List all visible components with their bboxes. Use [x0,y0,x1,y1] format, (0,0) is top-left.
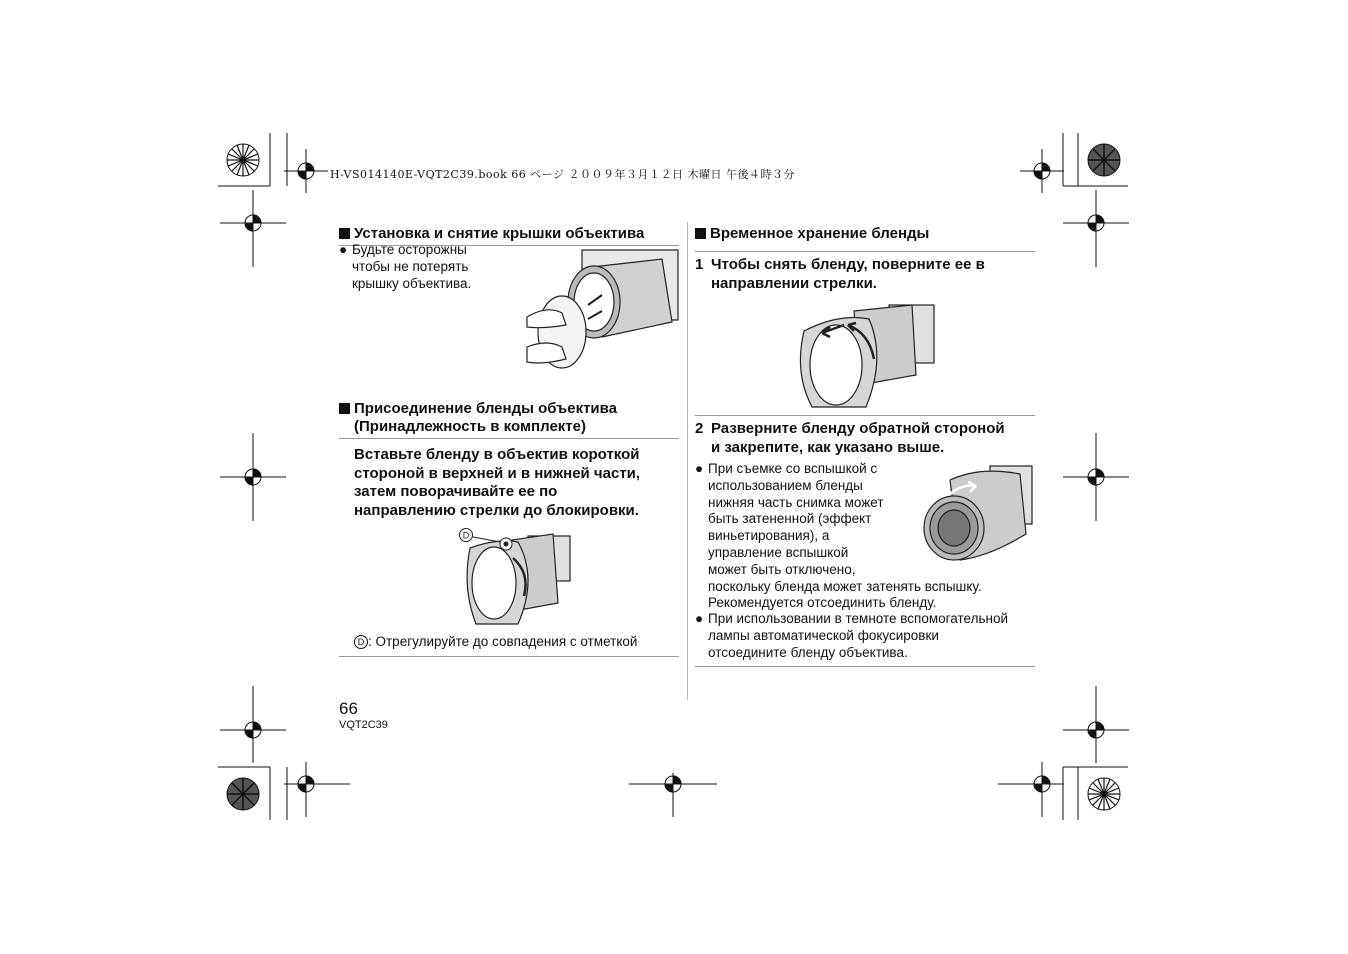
square-bullet-icon [339,403,350,414]
divider [339,438,679,439]
hood-attach-illustration [458,528,578,628]
square-bullet-icon [339,228,350,239]
hood-note: D : Отрегулируйте до совпадения с отметкой [354,634,637,651]
bullet-icon: ● [339,242,348,257]
marker-label: D [462,530,470,541]
flash-bullet: ● При съемке со вспышкой с использованием бленды нижняя часть снимка может быть затененной (эффект виньетирования), а управление вспышкой может быть отключено, поскольку бленда может затенять вспышку. Рекомендуется отсоединить бленду. [695,461,982,611]
divider [695,415,1035,416]
bullet-icon: ● [695,611,704,626]
marker-d-icon: D [354,635,368,649]
document-code: VQT2C39 [339,719,388,731]
section-title-hood-attach: Присоединение бленды объектива (Принадлежность в комплекте) [339,400,617,436]
lens-cap-illustration [522,247,682,372]
column-divider [687,222,688,700]
af-lamp-bullet: ● При использовании в темноте вспомогательной лампы автоматической фокусировки отсоедините бленду объектива. [695,611,1009,660]
page-number: 66 [339,699,358,718]
hood-remove-illustration [794,303,939,408]
bullet-icon: ● [695,461,704,476]
print-header: H-VS014140E-VQT2C39.book 66 ページ ２００９年３月１２日 木曜日 午後４時３分 [330,168,796,181]
section-title-lens-cap: Установка и снятие крышки объектива [339,225,644,243]
step-2: 2 Разверните бленду обратной стороной и закрепите, как указано выше. [695,420,1005,456]
divider [695,251,1035,252]
square-bullet-icon [695,228,706,239]
section-title-hood-storage: Временное хранение бленды [695,225,929,243]
hood-attach-instruction: Вставьте бленду в объектив короткой стороной в верхней и в нижней части, затем поворачивайте ее по направлению стрелки до блокировки. [354,446,641,519]
divider [695,666,1035,667]
divider [339,656,679,657]
step-1: 1 Чтобы снять бленду, поверните ее в направлении стрелки. [695,256,985,292]
lens-cap-bullet: ● Будьте осторожны чтобы не потерять крышку объектива. [339,242,472,291]
